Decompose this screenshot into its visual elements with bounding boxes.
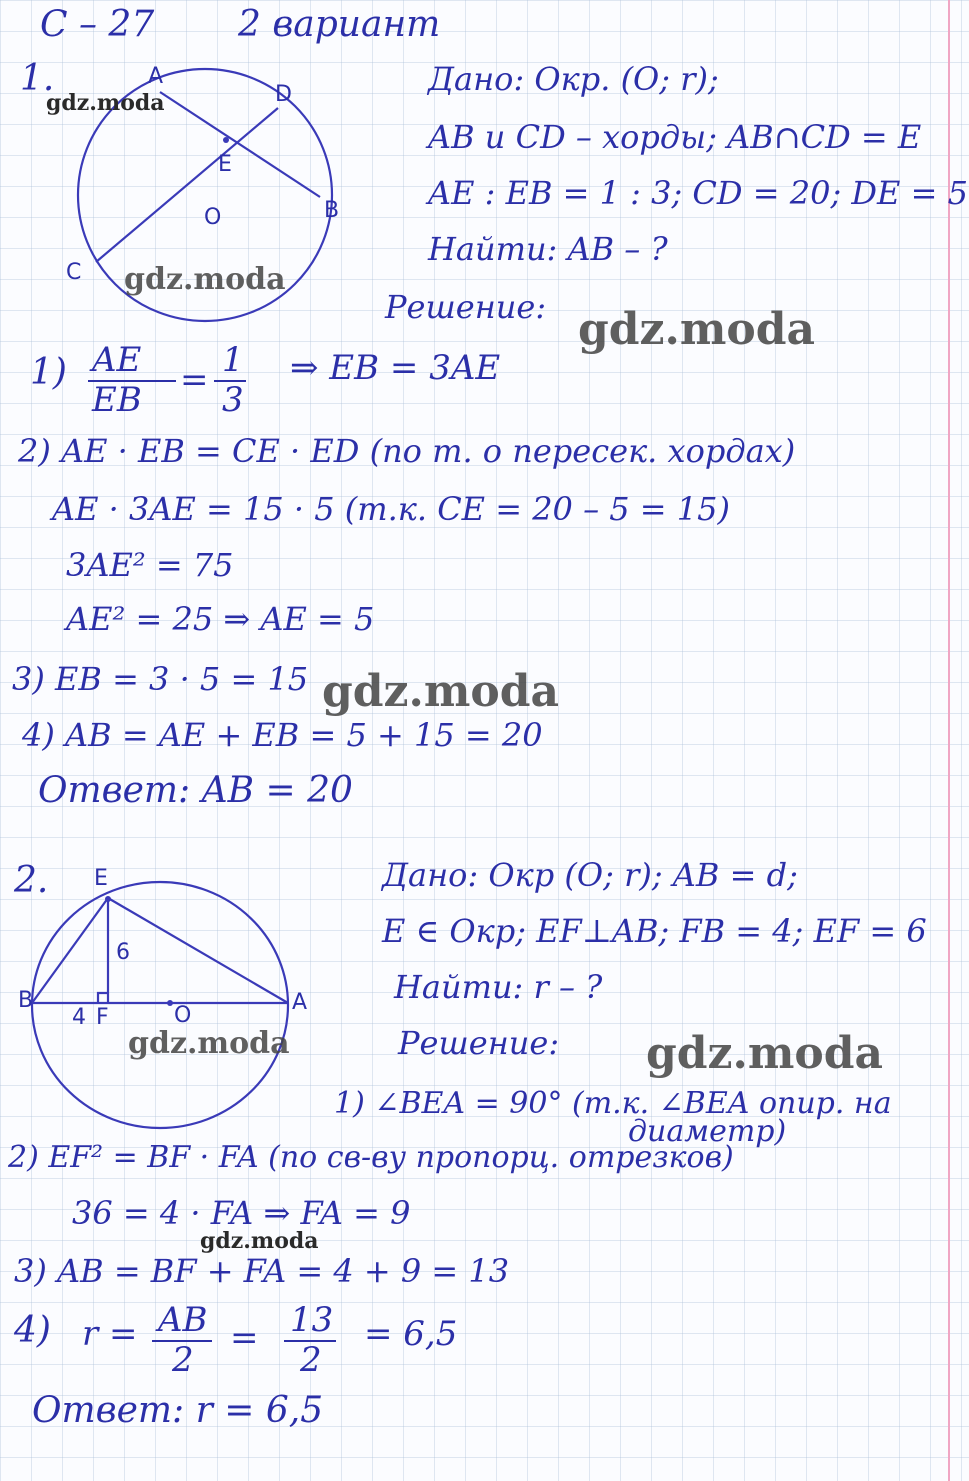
task1-given-line3: AE : EB = 1 : 3; CD = 20; DE = 5 — [428, 174, 968, 212]
watermark: gdz.moda — [124, 262, 286, 297]
task1-label-c: C — [66, 260, 82, 285]
task2-solution-title: Решение: — [398, 1024, 560, 1062]
task1-step2: 2) AE · EB = CE · ED (по т. о пересек. хордах) — [18, 432, 796, 470]
point-o-task2 — [167, 1000, 173, 1006]
watermark: gdz.moda — [578, 304, 816, 355]
circle-task2 — [32, 882, 288, 1128]
task1-solution-title: Решение: — [385, 288, 547, 326]
task1-answer: Ответ: AB = 20 — [38, 770, 353, 811]
task2-step4-equals: = — [230, 1318, 259, 1358]
task2-step1-line2: диаметр) — [628, 1114, 787, 1149]
task1-label-o: O — [204, 205, 222, 230]
task2-step4-number: 4) — [14, 1310, 51, 1351]
task1-given-line1: Дано: Окр. (O; r); — [428, 60, 719, 98]
task2-step4-result: = 6,5 — [364, 1314, 458, 1354]
task1-step1-frac-bottom: EB — [92, 380, 142, 420]
task2-step4-frac2-top: 13 — [290, 1300, 334, 1340]
task2-find: Найти: r – ? — [394, 968, 603, 1006]
task1-step1-equals: = — [180, 360, 209, 400]
task1-step1-ratio-bottom: 3 — [222, 380, 244, 420]
variant-title: 2 вариант — [238, 4, 441, 45]
task1-number: 1. — [20, 58, 55, 99]
right-angle-mark — [98, 993, 108, 1003]
task2-step4-r: r = — [82, 1314, 138, 1354]
task1-step1-result: ⇒ EB = 3AE — [290, 348, 501, 388]
segment-ea — [108, 898, 288, 1003]
task2-step4-frac1-top: AB — [158, 1300, 208, 1340]
task1-label-e: E — [218, 152, 232, 177]
task2-label-o: O — [174, 1003, 192, 1028]
task1-given-line2: AB и CD – хорды; AB∩CD = E — [428, 118, 922, 156]
task1-step4: 4) AB = AE + EB = 5 + 15 = 20 — [22, 716, 543, 754]
watermark: gdz.moda — [200, 1228, 319, 1254]
task2-step4-frac2-bottom: 2 — [300, 1340, 322, 1380]
task2-number: 2. — [14, 860, 49, 901]
task2-step3: 3) AB = BF + FA = 4 + 9 = 13 — [14, 1252, 510, 1290]
task2-step2: 2) EF² = BF · FA (по св-ву пропорц. отрезков) — [8, 1140, 734, 1175]
watermark: gdz.moda — [46, 90, 165, 116]
task1-step1-frac-top: AE — [92, 340, 142, 380]
task1-label-a: A — [148, 64, 164, 89]
task1-step3: 3) EB = 3 · 5 = 15 — [12, 660, 309, 698]
task2-label-e: E — [94, 866, 108, 891]
chord-cd — [96, 108, 278, 262]
task2-label-4: 4 — [72, 1005, 86, 1030]
task2-given-line1: Дано: Окр (O; r); AB = d; — [382, 856, 798, 894]
task1-step2-line4: AE² = 25 ⇒ AE = 5 — [66, 600, 375, 638]
watermark: gdz.moda — [322, 666, 560, 717]
task2-label-6: 6 — [116, 940, 130, 965]
watermark: gdz.moda — [128, 1026, 290, 1061]
task1-step1-ratio-top: 1 — [222, 340, 244, 380]
watermark: gdz.moda — [646, 1028, 884, 1079]
point-e-task2 — [105, 896, 111, 902]
task2-label-f: F — [96, 1005, 109, 1030]
task2-step1: 1) ∠BEA = 90° (т.к. ∠BEA опир. на — [334, 1086, 892, 1121]
task2-answer: Ответ: r = 6,5 — [32, 1390, 324, 1431]
task1-label-d: D — [275, 82, 292, 107]
task1-label-b: B — [324, 198, 340, 223]
task2-step2-line2: 36 = 4 · FA ⇒ FA = 9 — [72, 1194, 411, 1232]
task1-step1-number: 1) — [30, 352, 67, 393]
task2-step4-frac1-bottom: 2 — [172, 1340, 194, 1380]
segment-be — [32, 898, 108, 1003]
task2-label-a: A — [292, 990, 308, 1015]
task1-step2-line2: AE · 3AE = 15 · 5 (т.к. CE = 20 – 5 = 15) — [52, 490, 730, 528]
task1-step2-line3: 3AE² = 75 — [66, 546, 234, 584]
task2-label-b: B — [18, 988, 34, 1013]
point-e — [223, 137, 229, 143]
task1-find: Найти: AB – ? — [428, 230, 668, 268]
problem-code: С – 27 — [40, 4, 155, 45]
task2-given-line2: E ∈ Окр; EF⊥AB; FB = 4; EF = 6 — [382, 912, 927, 950]
